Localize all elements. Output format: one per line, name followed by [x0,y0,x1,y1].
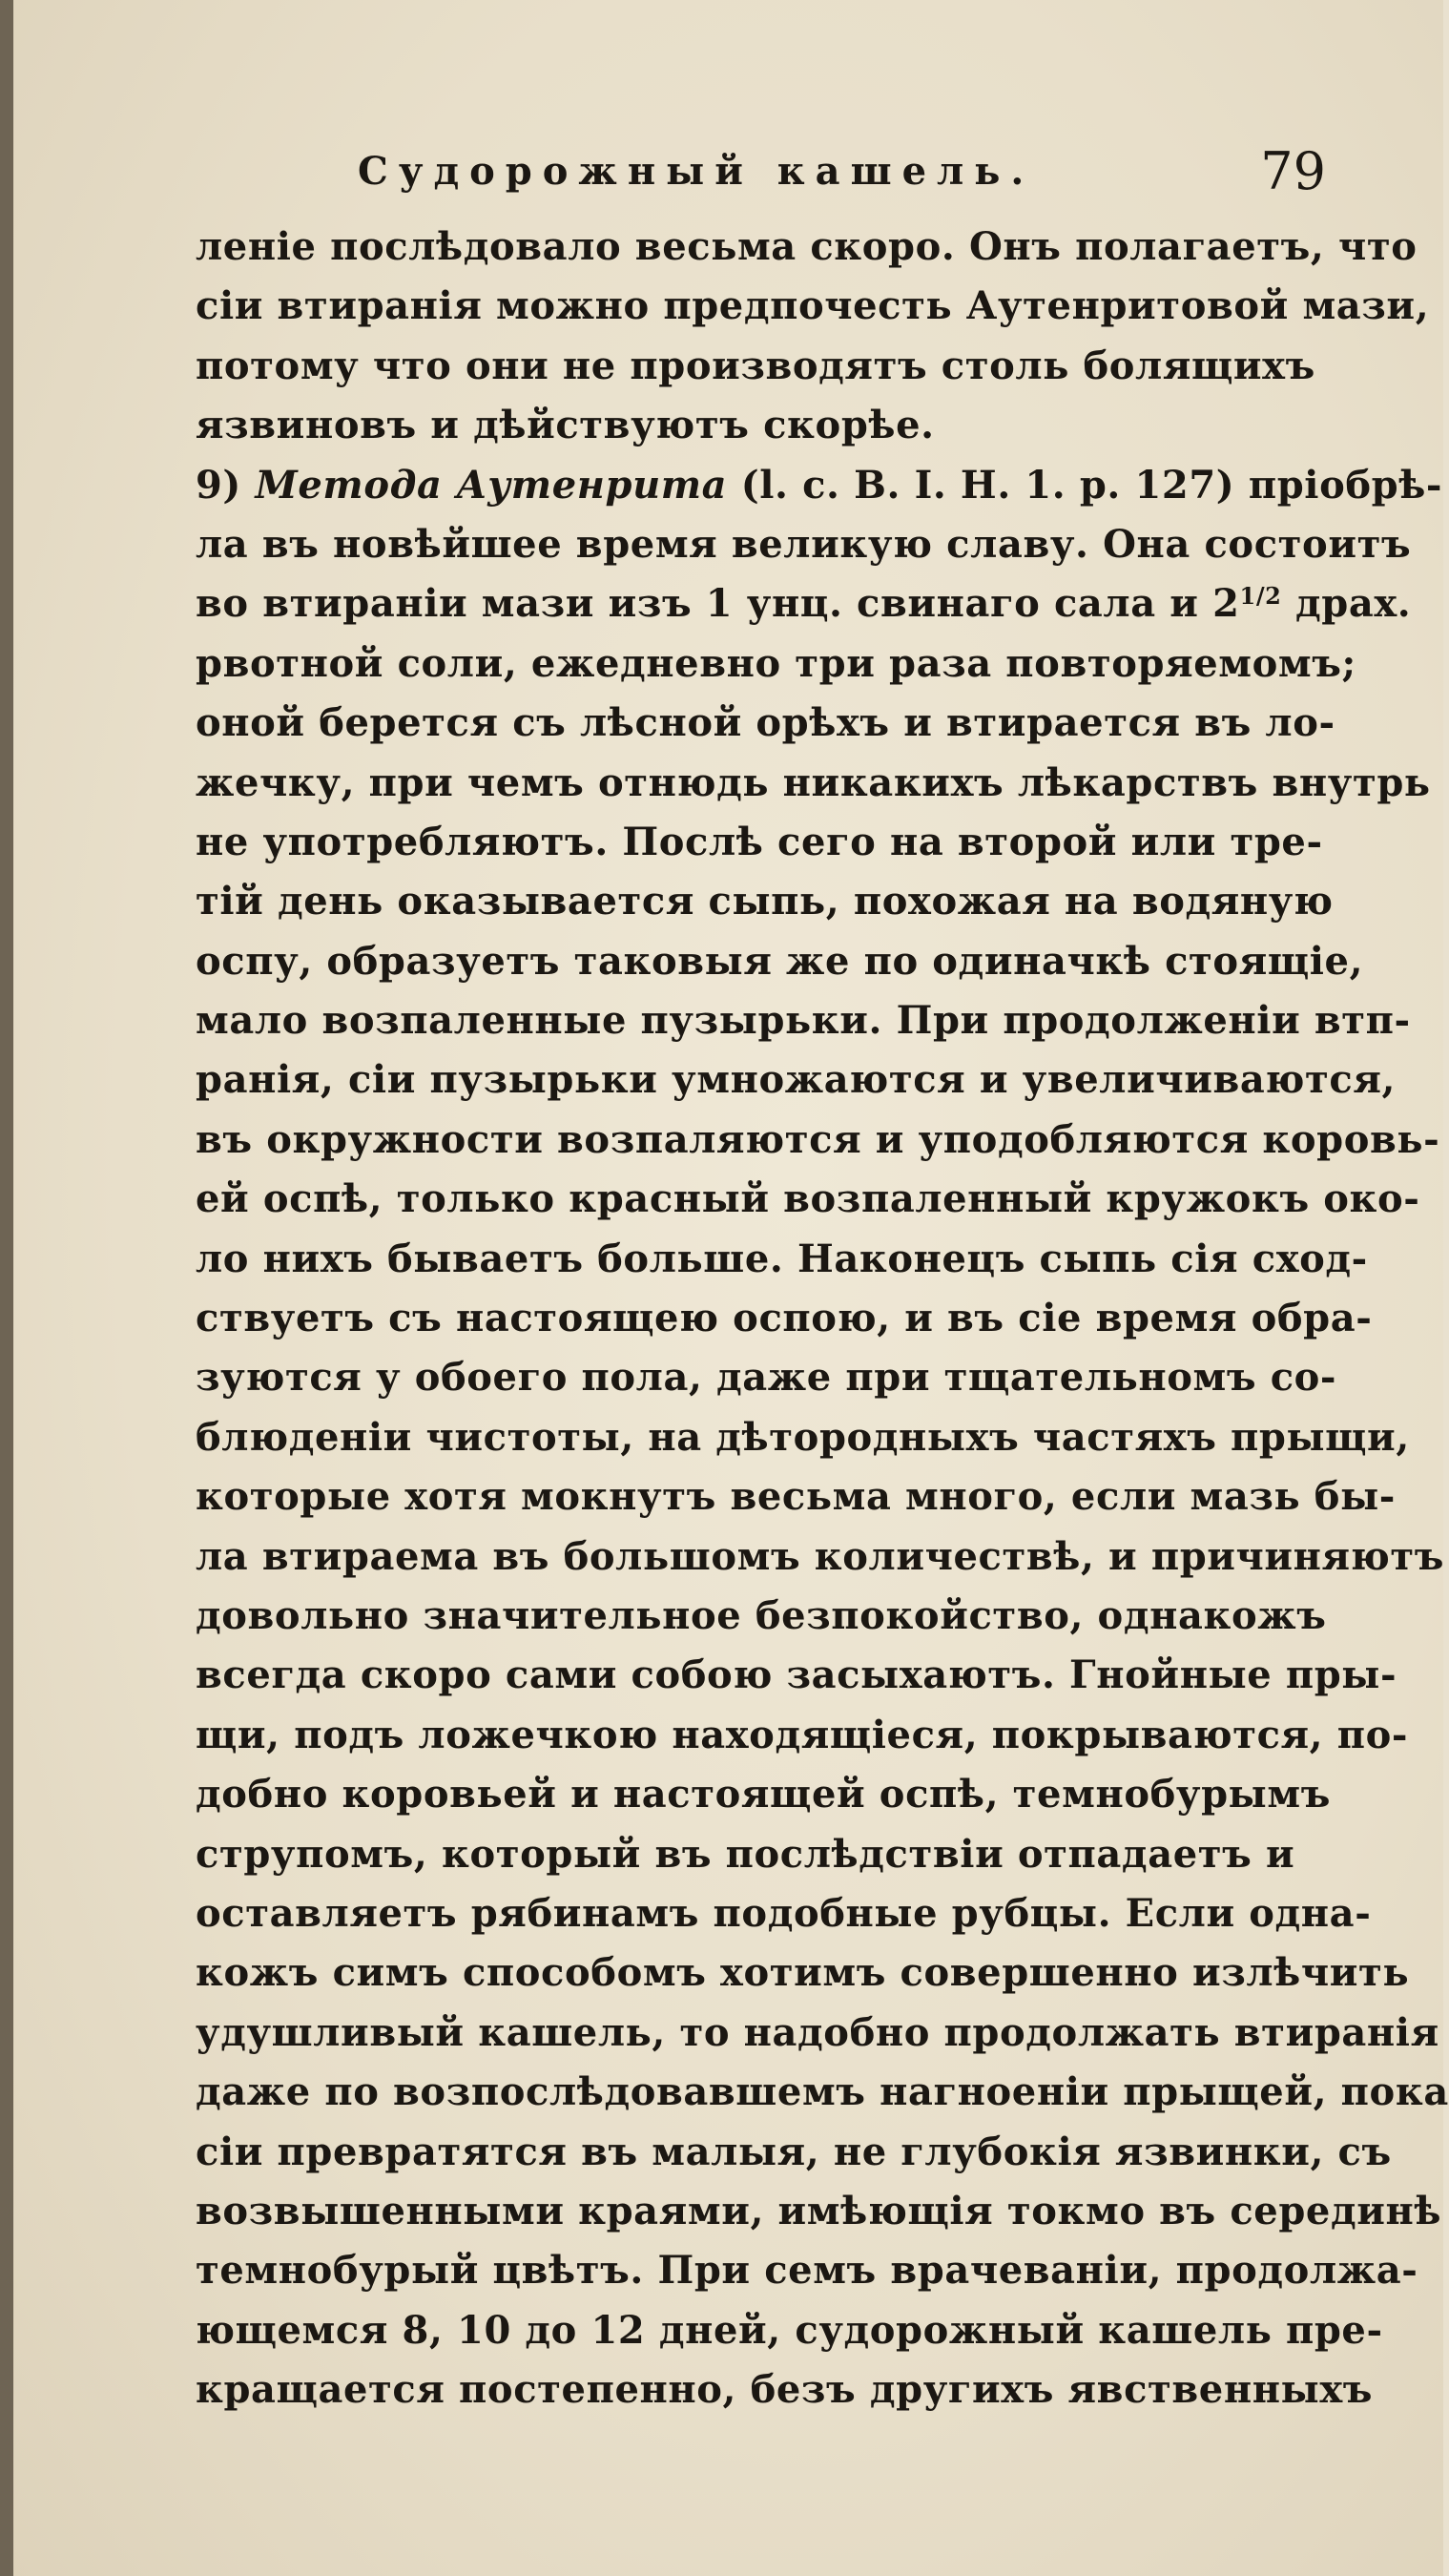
text-segment: 9) [196,462,256,508]
text-line: сіи втиранія можно предпочесть Аутенритовой мази, [196,283,1430,329]
text-line: удушливый кашель, то надобно продолжать втиранія [196,2009,1439,2055]
text-line: въ окружности возпаляются и уподобляются коровь- [196,1116,1440,1162]
text-segment: (l. c. B. I. H. 1. p. 127) пріобрѣ- [727,462,1443,508]
text-line: язвиновъ и дѣйствуютъ скорѣе. [196,403,935,448]
text-line: оной берется съ лѣсной орѣхъ и втирается въ ло- [196,700,1335,746]
text-line: ющемся 8, 10 до 12 дней, судорожный кашель пре- [196,2307,1383,2353]
text-line: зуются у обоего пола, даже при тщательномъ со- [196,1355,1337,1401]
text-segment: во втираніи мази изъ 1 унц. свинаго сала и 2 [196,581,1240,627]
page-binding-edge [0,0,13,2576]
text-line: всегда скоро сами собою засыхаютъ. Гнойные пры- [196,1652,1397,1698]
text-line: потому что они не производятъ столь болящихъ [196,343,1315,388]
running-title: Судорожный кашель. [358,149,1035,194]
fraction: 1/2 [1239,582,1282,611]
text-line: оставляетъ рябинамъ подобные рубцы. Если одна- [196,1890,1372,1936]
page-number: 79 [1260,141,1326,201]
author-name-italic: Метода Аутенрита [255,462,728,508]
text-line: даже по возпослѣдовавшемъ нагноеніи прыщей, пока [196,2069,1449,2115]
text-line: ла втираема въ большомъ количествѣ, и причиняютъ [196,1533,1444,1579]
text-line: довольно значительное безпокойство, однакожъ [196,1592,1327,1638]
text-line: ла въ новѣйшее время великую славу. Она состоитъ [196,521,1412,567]
text-line: кожъ симъ способомъ хотимъ совершенно излѣчить [196,1950,1410,1996]
text-line: ей оспѣ, только красный возпаленный кружокъ око- [196,1176,1420,1222]
text-line: темнобурый цвѣтъ. При семъ врачеваніи, продолжа- [196,2248,1418,2294]
text-line: ранія, сіи пузырьки умножаются и увеличиваются, [196,1057,1397,1103]
text-line: леніе послѣдовало весьма скоро. Онъ полагаетъ, что [196,224,1418,269]
text-line: добно коровьей и настоящей оспѣ, темнобурымъ [196,1772,1331,1818]
text-line: струпомъ, который въ послѣдствіи отпадаетъ и [196,1831,1295,1877]
text-line: щи, подъ ложечкою находящіеся, покрываются, по- [196,1712,1409,1757]
text-line: тій день оказывается сыпь, похожая на водяную [196,879,1334,924]
text-line: ствуетъ съ настоящею оспою, и въ сіе время обра- [196,1296,1373,1341]
text-line: не употребляютъ. Послѣ сего на второй или тре- [196,819,1323,864]
text-line: которые хотя мокнутъ весьма много, если мазь бы- [196,1474,1396,1520]
text-line [196,574,1412,634]
text-line: сіи превратятся въ малыя, не глубокія язвинки, съ [196,2129,1392,2174]
text-line [196,456,1443,515]
text-line: мало возпаленные пузырьки. При продолженіи втп- [196,998,1411,1044]
body-text [196,218,1449,2420]
text-line: ло нихъ бываетъ больше. Наконецъ сыпь сія сход- [196,1236,1368,1281]
text-line: блюденіи чистоты, на дѣтородныхъ частяхъ прыщи, [196,1414,1410,1460]
text-line: жечку, при чемъ отнюдь никакихъ лѣкарствъ внутрь [196,759,1431,805]
text-line: рвотной соли, ежедневно три раза повторяемомъ; [196,640,1356,686]
text-segment: драх. [1281,581,1412,627]
text-line: возвышенными краями, имѣющія токмо въ серединѣ [196,2188,1442,2233]
text-line: оспу, образуетъ таковыя же по одиначкѣ стоящіе, [196,938,1364,984]
text-line: кращается постепенно, безъ другихъ явственныхъ [196,2367,1374,2413]
page-header [358,141,1326,208]
